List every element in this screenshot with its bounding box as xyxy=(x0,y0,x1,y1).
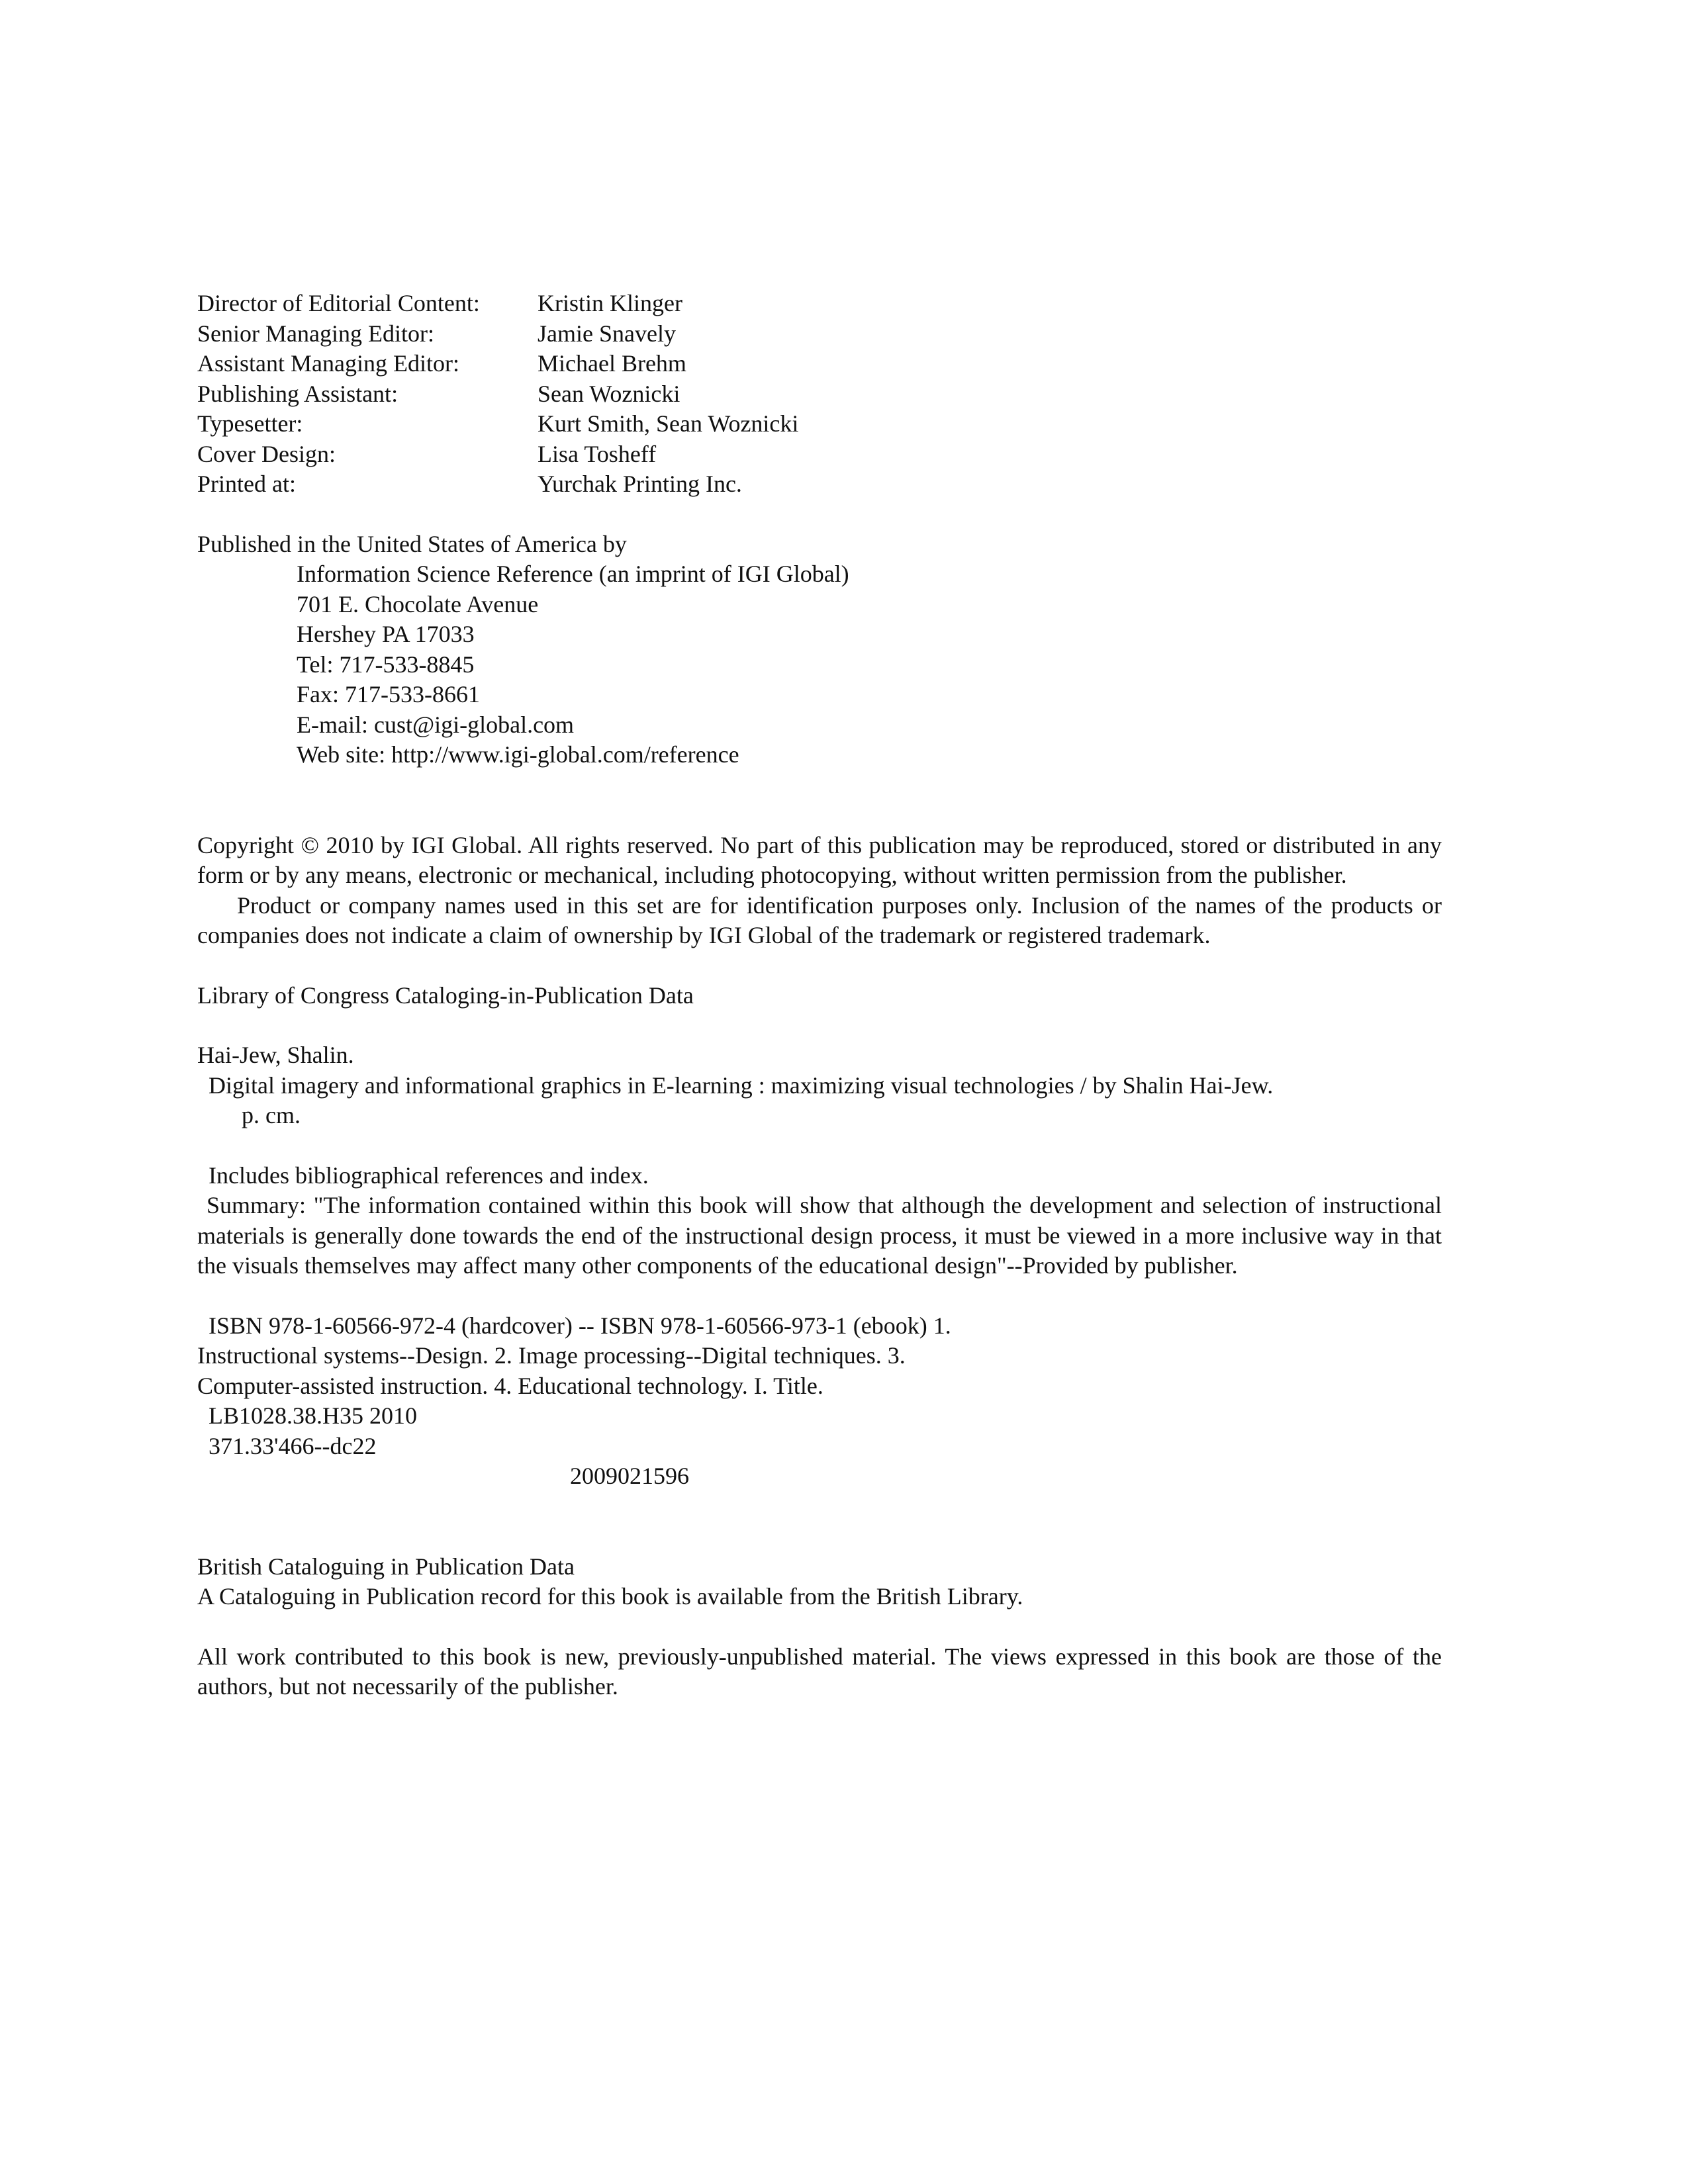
publisher-name: Information Science Reference (an imprint of IGI Global) xyxy=(297,561,849,587)
credit-role: Printed at: xyxy=(197,471,296,497)
cip-subject: Instructional systems--Design. 2. Image processing--Digital techniques. 3. xyxy=(197,1342,906,1369)
publisher-intro: Published in the United States of America by xyxy=(197,530,627,557)
cip-title: Digital imagery and informational graphics in E-learning : maximizing visual technologies / by Shalin Hai-Jew. xyxy=(209,1071,1274,1099)
credit-role: Cover Design: xyxy=(197,440,336,467)
copyright-page xyxy=(197,289,1442,1702)
cip-classification: LB1028.38.H35 2010 xyxy=(209,1402,417,1429)
credit-name: Yurchak Printing Inc. xyxy=(538,471,742,497)
copyright-notice xyxy=(197,831,1442,951)
cip-physical: p. cm. xyxy=(242,1102,301,1128)
cip-heading: Library of Congress Cataloging-in-Publication Data xyxy=(197,981,694,1009)
publisher-address xyxy=(197,559,1442,770)
publisher-fax: Fax: 717-533-8661 xyxy=(297,681,480,707)
british-cip-text: A Cataloguing in Publication record for this book is available from the British Library. xyxy=(197,1583,1023,1610)
credit-name: Kurt Smith, Sean Woznicki xyxy=(538,410,799,437)
cip-dewey: 371.33'466--dc22 xyxy=(209,1432,377,1459)
publisher-tel: Tel: 717-533-8845 xyxy=(297,651,475,678)
cip-author: Hai-Jew, Shalin. xyxy=(197,1042,354,1068)
credit-role: Typesetter: xyxy=(197,410,303,437)
credit-role: Publishing Assistant: xyxy=(197,380,399,407)
credit-name: Kristin Klinger xyxy=(538,290,682,316)
british-cip-heading: British Cataloguing in Publication Data xyxy=(197,1553,575,1580)
copyright-paragraph: Copyright © 2010 by IGI Global. All rights reserved. No part of this publication may be reproduced, stored or distributed in any form or by any means, electronic or mechanical, including photocopying, without written permission from the publisher. xyxy=(197,831,1442,888)
credit-name: Michael Brehm xyxy=(538,350,686,377)
cip-subject: Computer-assisted instruction. 4. Educational technology. I. Title. xyxy=(197,1372,823,1399)
cip-isbn: ISBN 978-1-60566-972-4 (hardcover) -- ISBN 978-1-60566-973-1 (ebook) 1. xyxy=(209,1312,951,1339)
publisher-email: E-mail: cust@igi-global.com xyxy=(297,711,575,738)
credit-role: Director of Editorial Content: xyxy=(197,290,480,316)
disclaimer-paragraph: All work contributed to this book is new, previously-unpublished material. The views expressed in this book are those of the authors, but not necessarily of the publisher. xyxy=(197,1643,1442,1700)
cip-includes: Includes bibliographical references and index. xyxy=(209,1161,649,1189)
cip-lccn: 2009021596 xyxy=(570,1463,689,1489)
credit-name: Jamie Snavely xyxy=(538,320,676,347)
cip-summary: Summary: "The information contained within this book will show that although the development and selection of instructional materials is generally done towards the end of the instructional design process, it must be viewed in a more inclusive way in that the visuals themselves may affect many other components of the educational design"--Provided by publisher. xyxy=(197,1192,1442,1279)
cip-block xyxy=(197,981,1442,1492)
publisher-block xyxy=(197,529,1442,770)
trademark-paragraph: Product or company names used in this set are for identification purposes only. Inclusion of the names of the products or companies does not indicate a claim of ownership by IGI Global of the trademark or registered trademark. xyxy=(197,891,1442,948)
publisher-website: Web site: http://www.igi-global.com/reference xyxy=(297,741,739,768)
credits-list xyxy=(197,289,1442,500)
credit-name: Sean Woznicki xyxy=(538,380,680,407)
publisher-street: 701 E. Chocolate Avenue xyxy=(297,590,539,617)
credit-role: Senior Managing Editor: xyxy=(197,320,434,347)
credit-role: Assistant Managing Editor: xyxy=(197,350,459,377)
credit-name: Lisa Tosheff xyxy=(538,440,657,467)
publisher-city: Hershey PA 17033 xyxy=(297,621,475,647)
british-cip-block xyxy=(197,1552,1442,1612)
